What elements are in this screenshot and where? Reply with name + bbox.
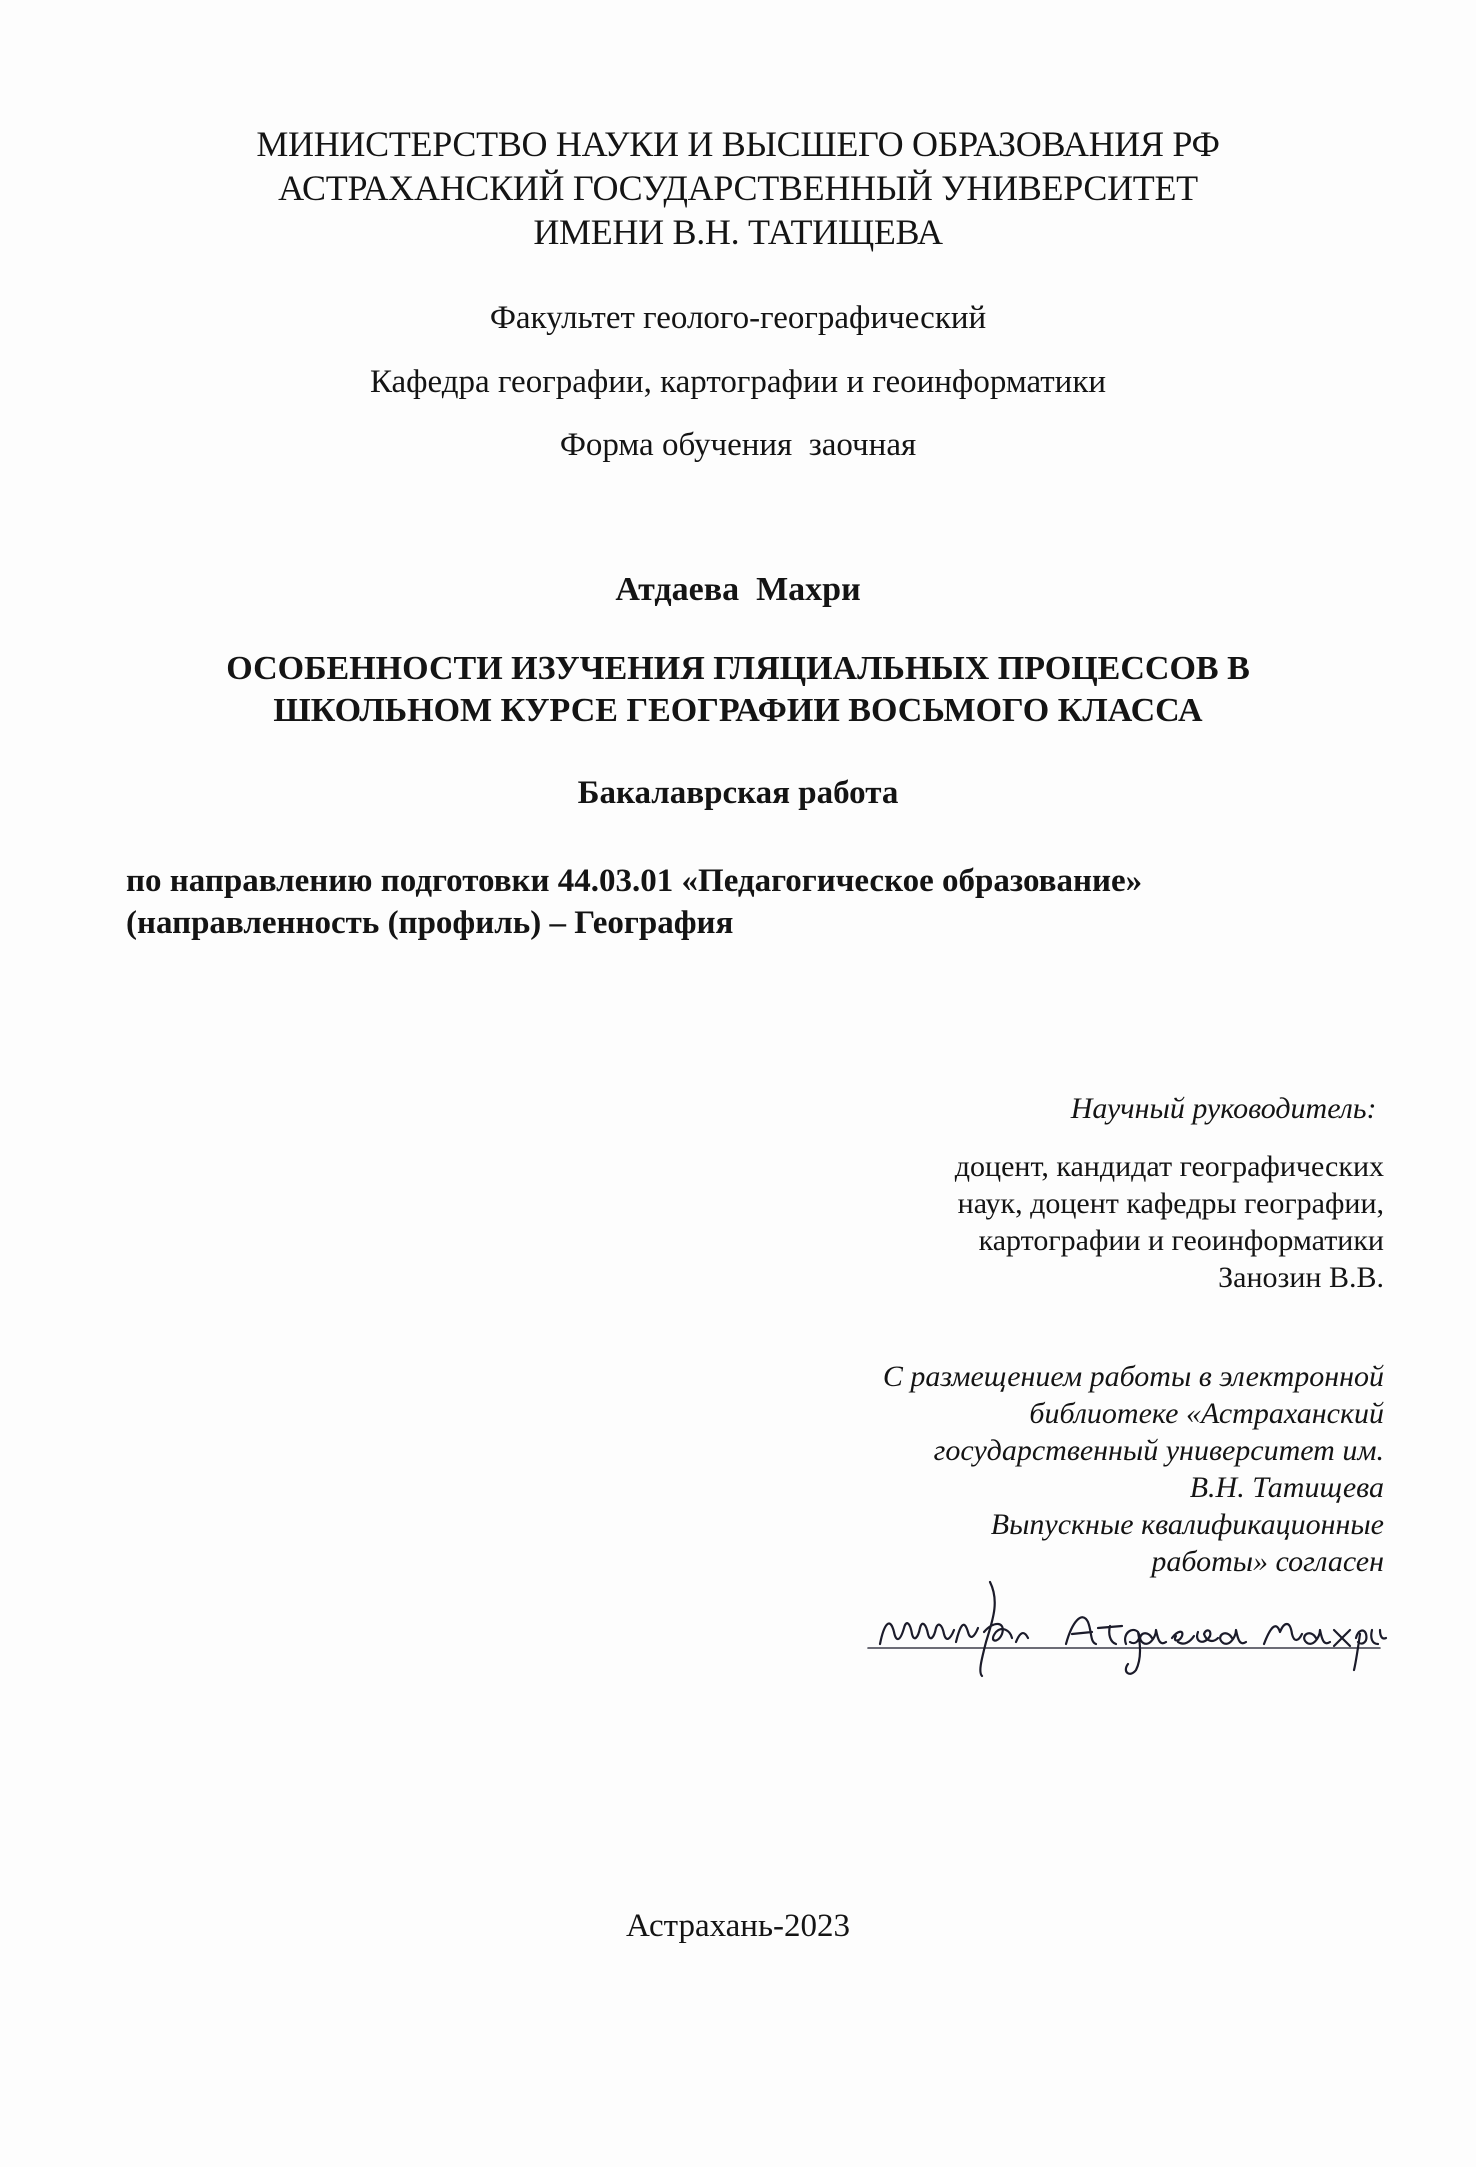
ministry-header (0, 122, 1476, 254)
library-consent (883, 1358, 1384, 1580)
supervisor-line: наук, доцент кафедры географии, (957, 1187, 1384, 1220)
university-line: АСТРАХАНСКИЙ ГОСУДАРСТВЕННЫЙ УНИВЕРСИТЕТ (278, 168, 1198, 208)
consent-line: В.Н. Татищева (1189, 1471, 1384, 1504)
faculty: Факультет геолого-географический (489, 300, 987, 336)
direction-line: (направленность (профиль) – География (126, 905, 734, 941)
supervisor-heading: Научный руководитель: (1070, 1092, 1384, 1125)
thesis-title-line: ШКОЛЬНОМ КУРСЕ ГЕОГРАФИИ ВОСЬМОГО КЛАССА (273, 692, 1203, 729)
work-type: Бакалаврская работа (577, 775, 899, 811)
consent-line: работы» согласен (1151, 1545, 1384, 1578)
consent-line: С размещением работы в электронной (882, 1360, 1384, 1393)
consent-line: Выпускные квалификационные (990, 1508, 1384, 1541)
author-name: Атдаева Махри (615, 571, 861, 608)
department: Кафедра географии, картографии и геоинформатики (369, 364, 1107, 400)
ministry-line: МИНИСТЕРСТВО НАУКИ И ВЫСШЕГО ОБРАЗОВАНИЯ РФ (256, 124, 1220, 164)
handwritten-signature (860, 1572, 1400, 1682)
direction-line: по направлению подготовки 44.03.01 «Педагогическое образование» (126, 863, 1143, 899)
consent-line: библиотеке «Астраханский (1029, 1397, 1384, 1430)
consent-line: государственный университет им. (933, 1434, 1384, 1467)
thesis-title-line: ОСОБЕННОСТИ ИЗУЧЕНИЯ ГЛЯЦИАЛЬНЫХ ПРОЦЕССОВ В (226, 650, 1250, 687)
supervisor-line: доцент, кандидат географических (954, 1150, 1384, 1183)
university-name-line: ИМЕНИ В.Н. ТАТИЩЕВА (533, 212, 943, 252)
supervisor-info (955, 1148, 1384, 1296)
thesis-title (0, 648, 1476, 732)
city-year: Астрахань-2023 (625, 1908, 851, 1944)
study-form: Форма обучения заочная (559, 427, 917, 463)
supervisor-name: Занозин В.В. (1218, 1261, 1384, 1294)
study-direction (126, 860, 1366, 944)
supervisor-line: картографии и геоинформатики (978, 1224, 1384, 1257)
